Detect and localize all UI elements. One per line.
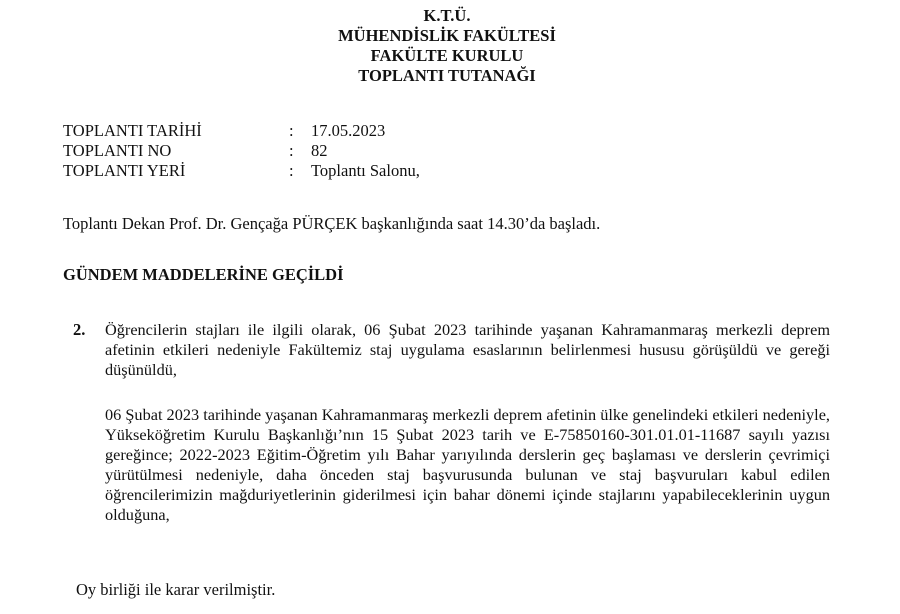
agenda-item-number: 2. xyxy=(73,320,86,339)
meeting-intro: Toplantı Dekan Prof. Dr. Gençağa PÜRÇEK başkanlığında saat 14.30’da başladı. xyxy=(63,214,601,233)
agenda-item-resolution: 06 Şubat 2023 tarihinde yaşanan Kahramanmaraş merkezli deprem afetinin ülke genelindeki etkileri nedeniyle, Yükseköğretim Kurulu Başkanlığı’nın 15 Şubat 2023 tarih ve E-75850160-301.01.01-11687 sayılı yazısı gereğince; 2022-2023 Eğitim-Öğretim yılı Bahar yarıyılında derslerin geç başlaması ve derslerin çevrimiçi yürütülmesi nedeniyle, daha önceden staj başvurusunda bulunan ve staj başvuruları kabul edilen öğrencilerimizin mağduriyetlerinin giderilmesi için bahar dönemi içinde stajlarını yapabileceklerinin uygun olduğuna, xyxy=(105,405,830,524)
agenda-item-topic: Öğrencilerin stajları ile ilgili olarak, 06 Şubat 2023 tarihinde yaşanan Kahramanmaraş merkezli deprem afetinin etkileri nedeniyle Fakültemiz staj uygulama esaslarının belirlenmesi hususu görüşüldü ve gereği düşünüldü, xyxy=(105,320,830,379)
meeting-place-value: Toplantı Salonu, xyxy=(311,161,420,180)
meeting-date-value: 17.05.2023 xyxy=(311,121,386,140)
meeting-date-separator: : xyxy=(289,121,294,140)
meeting-number-separator: : xyxy=(289,141,294,160)
faculty-name: MÜHENDİSLİK FAKÜLTESİ xyxy=(338,26,556,45)
meeting-number-label: TOPLANTI NO xyxy=(63,141,172,160)
meeting-date-label: TOPLANTI TARİHİ xyxy=(63,121,202,140)
decision-statement: Oy birliği ile karar verilmiştir. xyxy=(76,580,276,599)
meeting-number-row xyxy=(63,141,420,161)
meeting-place-separator: : xyxy=(289,161,294,180)
meeting-number-value: 82 xyxy=(311,141,328,160)
document-header xyxy=(0,6,894,86)
meeting-place-label: TOPLANTI YERİ xyxy=(63,161,186,180)
meeting-place-row xyxy=(63,161,420,181)
board-name: FAKÜLTE KURULU xyxy=(370,46,524,65)
meeting-date-row xyxy=(63,121,420,141)
document-title: TOPLANTI TUTANAĞI xyxy=(358,66,536,85)
university-abbreviation: K.T.Ü. xyxy=(423,6,471,25)
meeting-info xyxy=(63,121,420,181)
agenda-heading: GÜNDEM MADDELERİNE GEÇİLDİ xyxy=(63,265,344,284)
